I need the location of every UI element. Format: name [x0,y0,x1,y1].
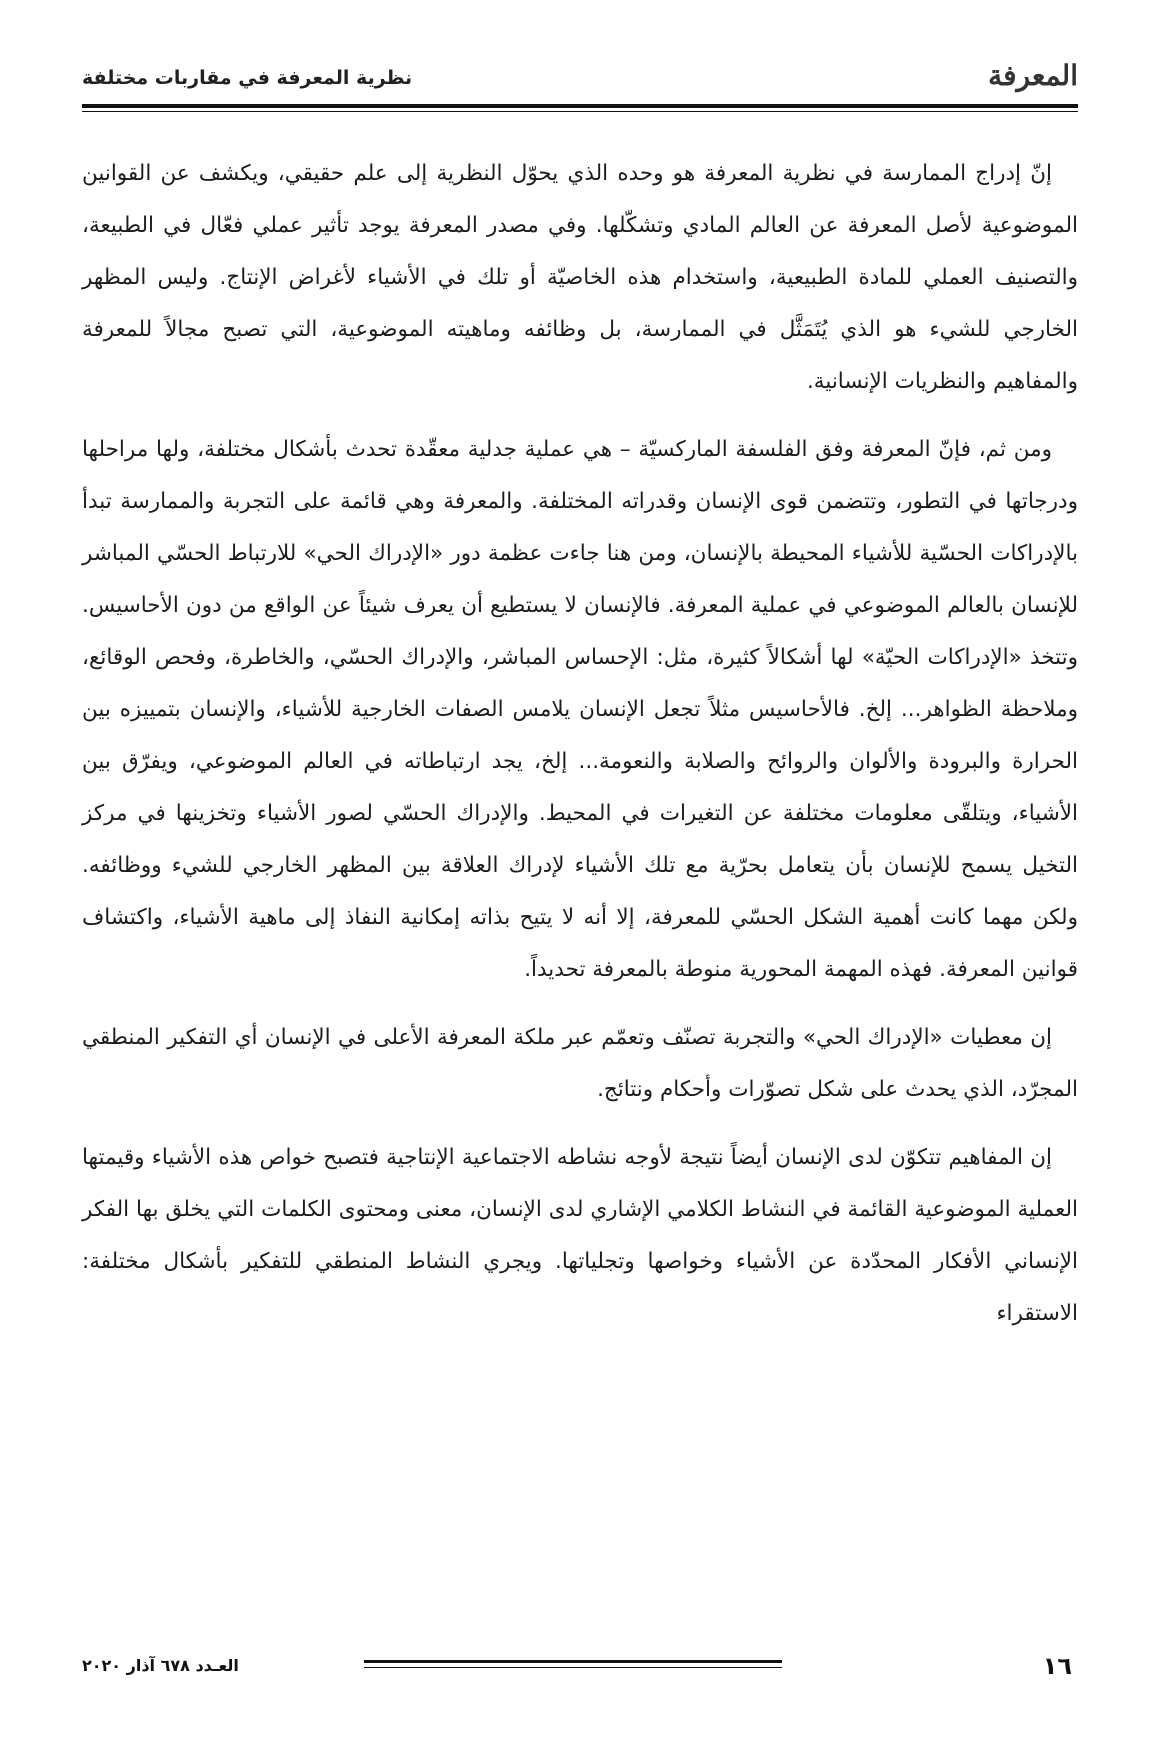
paragraph: إن معطيات «الإدراك الحي» والتجربة تصنّف وتعمّم عبر ملكة المعرفة الأعلى في الإنسان أي التفكير المنطقي المجرّد، الذي يحدث على شكل تصوّرات وأحكام ونتائج. [82,1025,1078,1102]
header-divider-thick [82,104,1078,108]
paragraph: ومن ثم، فإنّ المعرفة وفق الفلسفة الماركسيّة – هي عملية جدلية معقّدة تحدث بأشكال مختلفة، ولها مراحلها ودرجاتها في التطور، وتتضمن قوى الإنسان وقدراته المختلفة. والمعرفة وهي قائمة على التجربة والممارسة تبدأ بالإدراكات الحسّية للأشياء المحيطة بالإنسان، ومن هنا جاءت عظمة دور «الإدراك الحي» للارتباط الحسّي المباشر للإنسان بالعالم الموضوعي في عملية المعرفة. فالإنسان لا يستطيع أن يعرف شيئاً عن الواقع من دون الأحاسيس. وتتخذ «الإدراكات الحيّة» لها أشكالاً كثيرة، مثل: الإحساس المباشر، والإدراك الحسّي، والخاطرة، وفحص الوقائع، وملاحظة الظواهر... إلخ. فالأحاسيس مثلاً تجعل الإنسان يلامس الصفات الخارجية للأشياء، والإنسان بتمييزه بين الحرارة والبرودة والألوان والروائح والصلابة والنعومة... إلخ، يجد ارتباطاته في العالم الموضوعي، ويفرّق بين الأشياء، ويتلقّى معلومات مختلفة عن التغيرات في المحيط. والإدراك الحسّي لصور الأشياء وتخزينها في مركز التخيل يسمح للإنسان بأن يتعامل بحرّية مع تلك الأشياء لإدراك العلاقة بين المظهر الخارجي للشيء ووظائفه. ولكن مهما كانت أهمية الشكل الحسّي للمعرفة، إلا أنه لا يتيح بذاته إمكانية النفاذ إلى ماهية الأشياء، واكتشاف قوانين المعرفة. فهذه المهمة المحورية منوطة بالمعرفة تحديداً. [82,437,1078,982]
running-title: نظرية المعرفة في مقاربات مختلفة [82,67,413,89]
page-header [82,56,1078,100]
issue-label: العـدد ٦٧٨ آذار ٢٠٢٠ [82,1656,239,1675]
magazine-logo: المعرفة [988,59,1078,92]
footer-divider [364,1660,782,1668]
page-footer [82,1648,1078,1688]
paragraph: إن المفاهيم تتكوّن لدى الإنسان أيضاً نتيجة لأوجه نشاطه الاجتماعية الإنتاجية فتصبح خواص هذه الأشياء وقيمتها العملية الموضوعية القائمة في النشاط الكلامي الإشاري لدى الإنسان، معنى ومحتوى الكلمات التي يخلق بها الفكر الإنساني الأفكار المحدّدة عن الأشياء وخواصها وتجلياتها. ويجري النشاط المنطقي للتفكير بأشكال مختلفة: الاستقراء [82,1145,1078,1326]
header-divider-thin [82,111,1078,112]
paragraph: إنّ إدراج الممارسة في نظرية المعرفة هو وحده الذي يحوّل النظرية إلى علم حقيقي، ويكشف عن القوانين الموضوعية لأصل المعرفة عن العالم المادي وتشكّلها. وفي مصدر المعرفة يوجد تأثير عملي فعّال في الطبيعة، والتصنيف العملي للمادة الطبيعية، واستخدام هذه الخاصيّة أو تلك في الأشياء لأغراض الإنتاج. وليس المظهر الخارجي للشيء هو الذي يُتَمَثَّل في الممارسة، بل وظائفه وماهيته الموضوعية، التي تصبح مجالاً للمعرفة والمفاهيم والنظريات الإنسانية. [82,161,1078,394]
page-number: ١٦ [1042,1652,1072,1680]
article-body [82,148,1078,1356]
